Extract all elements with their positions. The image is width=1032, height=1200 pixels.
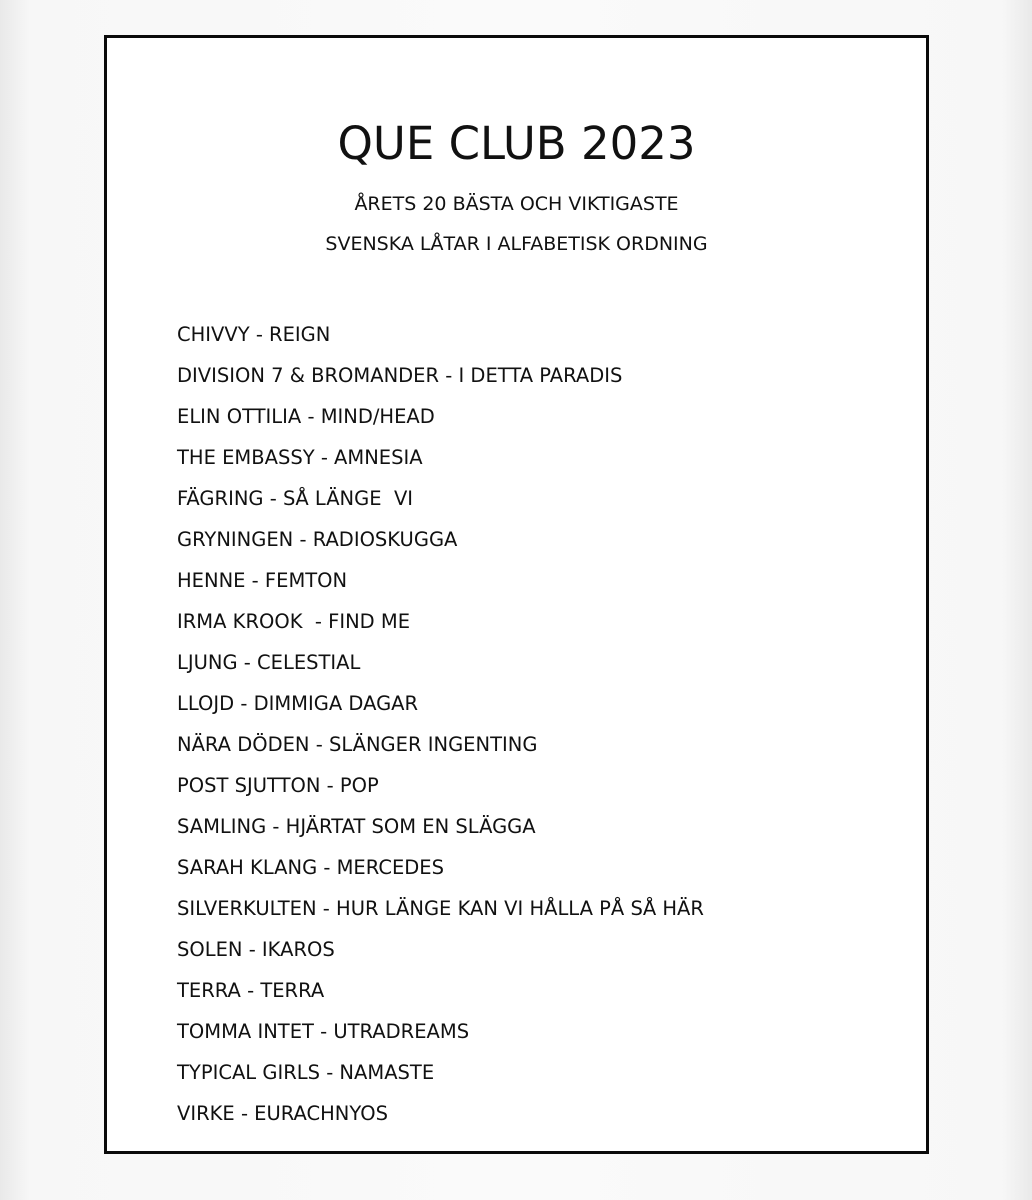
document-title: QUE CLUB 2023 — [337, 117, 696, 170]
song-item: TOMMA INTET - UTRADREAMS — [177, 1020, 470, 1043]
subtitle-line-2: SVENSKA LÅTAR I ALFABETISK ORDNING — [325, 233, 708, 255]
song-item: ELIN OTTILIA - MIND/HEAD — [177, 405, 435, 428]
song-item: THE EMBASSY - AMNESIA — [177, 446, 423, 469]
song-item: SAMLING - HJÄRTAT SOM EN SLÄGGA — [177, 815, 536, 838]
document-sheet — [104, 35, 929, 1154]
song-item: LLOJD - DIMMIGA DAGAR — [177, 692, 419, 715]
song-item: TYPICAL GIRLS - NAMASTE — [177, 1061, 435, 1084]
song-item: CHIVVY - REIGN — [177, 323, 331, 346]
song-list — [177, 314, 704, 1134]
song-item: GRYNINGEN - RADIOSKUGGA — [177, 528, 458, 551]
song-item: VIRKE - EURACHNYOS — [177, 1102, 388, 1125]
song-item: HENNE - FEMTON — [177, 569, 348, 592]
song-item: SILVERKULTEN - HUR LÄNGE KAN VI HÅLLA PÅ SÅ HÄR — [177, 897, 704, 920]
song-item: TERRA - TERRA — [177, 979, 325, 1002]
song-item: SOLEN - IKAROS — [177, 938, 335, 961]
song-item: IRMA KROOK - FIND ME — [177, 610, 411, 633]
song-item: LJUNG - CELESTIAL — [177, 651, 361, 674]
subtitle-line-1: ÅRETS 20 BÄSTA OCH VIKTIGASTE — [354, 193, 679, 215]
song-item: POST SJUTTON - POP — [177, 774, 379, 797]
song-item: FÄGRING - SÅ LÄNGE VI — [177, 487, 414, 510]
song-item: SARAH KLANG - MERCEDES — [177, 856, 444, 879]
song-item: NÄRA DÖDEN - SLÄNGER INGENTING — [177, 733, 538, 756]
song-item: DIVISION 7 & BROMANDER - I DETTA PARADIS — [177, 364, 623, 387]
